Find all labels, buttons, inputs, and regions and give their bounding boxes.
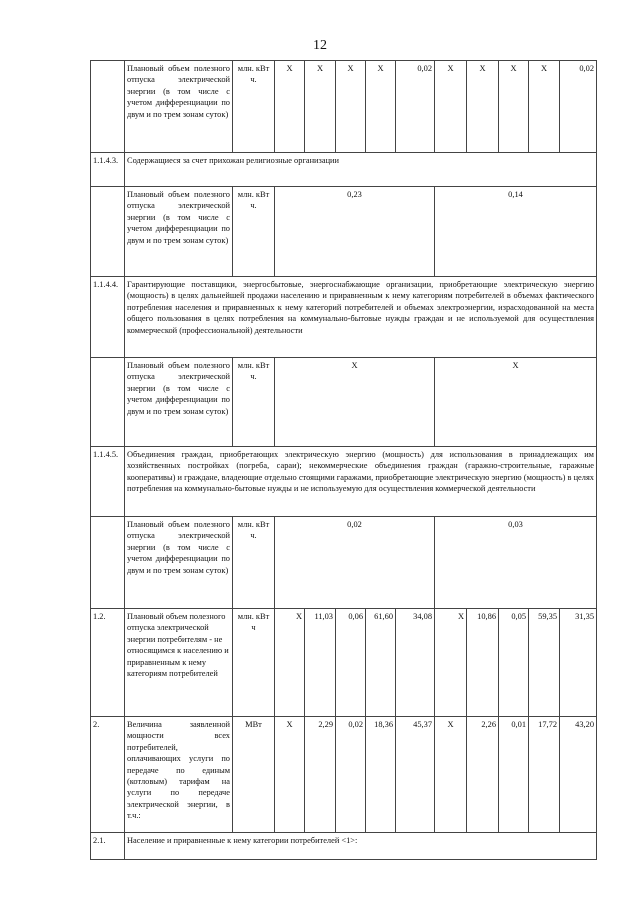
value-cell: X xyxy=(275,609,305,717)
row-number xyxy=(91,187,125,277)
row-number: 2.1. xyxy=(91,833,125,860)
half-year-1-value: 0,02 xyxy=(275,517,435,609)
half-year-2-value: X xyxy=(435,358,597,447)
section-title: Гарантирующие поставщики, энергосбытовые, энергоснабжающие организации, приобретающие электрическую энергию (мощность) в целях дальнейшей продажи населению и приравненным к нему категориям потребителей в объемах фактического потребления населения и приравненных к нему категорий потребителей и объемах электроэнергии, израсходованной на места общего пользования в целях потребления на коммунально-бытовые нужды граждан и не используемой для осуществления коммерческой (профессиональной) деятельности xyxy=(125,277,597,358)
value-cell: 0,02 xyxy=(336,717,366,833)
table-row xyxy=(91,517,597,609)
value-cell: X xyxy=(336,61,366,153)
value-cell: X xyxy=(435,717,467,833)
row-label: Плановый объем полезного отпуска электрической энергии (в том числе с учетом дифференциации по двум и по трем зонам суток) xyxy=(125,358,233,447)
value-cell: 0,01 xyxy=(499,717,529,833)
value-cell: 45,37 xyxy=(396,717,435,833)
unit-cell: млн. кВт ч. xyxy=(233,358,275,447)
row-label: Плановый объем полезного отпуска электрической энергии (в том числе с учетом дифференциации по двум и по трем зонам суток) xyxy=(125,517,233,609)
tariff-table xyxy=(90,60,597,860)
table-row xyxy=(91,61,597,153)
unit-cell: млн. кВт ч. xyxy=(233,517,275,609)
value-cell: X xyxy=(305,61,336,153)
value-cell: 17,72 xyxy=(529,717,560,833)
section-title: Объединения граждан, приобретающих электрическую энергию (мощность) для использования в принадлежащих им хозяйственных постройках (погреба, сараи); некоммерческие объединения граждан (гаражно-строительные, гаражные кооперативы) и граждане, владеющие отдельно стоящими гаражами, приобретающие электрическую энергию (мощность) в целях потребления на коммунально-бытовые нужды и не используемую для осуществления коммерческой деятельности xyxy=(125,447,597,517)
unit-cell: млн. кВт ч. xyxy=(233,187,275,277)
value-cell: 0,02 xyxy=(560,61,597,153)
table-row xyxy=(91,609,597,717)
value-cell: 59,35 xyxy=(529,609,560,717)
value-cell: X xyxy=(467,61,499,153)
half-year-1-value: X xyxy=(275,358,435,447)
table-row xyxy=(91,187,597,277)
value-cell: 2,26 xyxy=(467,717,499,833)
row-label: Плановый объем полезного отпуска электрической энергии (в том числе с учетом дифференциации по двум и по трем зонам суток) xyxy=(125,61,233,153)
row-number: 1.1.4.3. xyxy=(91,153,125,187)
row-number xyxy=(91,61,125,153)
table-row xyxy=(91,358,597,447)
half-year-2-value: 0,14 xyxy=(435,187,597,277)
value-cell: 10,86 xyxy=(467,609,499,717)
value-cell: X xyxy=(366,61,396,153)
row-label: Величина заявленной мощности всех потребителей, оплачивающих услуги по передаче по единым (котловым) тарифам на услуги по передаче электрической энергии, в т.ч.: xyxy=(125,717,233,833)
row-label: Плановый объем полезного отпуска электрической энергии потребителям - не относящимся к населению и приравненным к нему категориям потребителей xyxy=(125,609,233,717)
table-row xyxy=(91,833,597,860)
row-number: 1.2. xyxy=(91,609,125,717)
row-number xyxy=(91,517,125,609)
half-year-1-value: 0,23 xyxy=(275,187,435,277)
value-cell: 0,05 xyxy=(499,609,529,717)
value-cell: X xyxy=(529,61,560,153)
unit-cell: млн. кВт ч. xyxy=(233,61,275,153)
section-title: Население и приравненные к нему категории потребителей <1>: xyxy=(125,833,597,860)
table-row xyxy=(91,277,597,358)
value-cell: 34,08 xyxy=(396,609,435,717)
value-cell: 43,20 xyxy=(560,717,597,833)
value-cell: 2,29 xyxy=(305,717,336,833)
table-row xyxy=(91,447,597,517)
unit-cell: МВт xyxy=(233,717,275,833)
value-cell: X xyxy=(499,61,529,153)
half-year-2-value: 0,03 xyxy=(435,517,597,609)
value-cell: 0,02 xyxy=(396,61,435,153)
table-row xyxy=(91,717,597,833)
section-title: Содержащиеся за счет прихожан религиозные организации xyxy=(125,153,597,187)
value-cell: X xyxy=(275,61,305,153)
row-label: Плановый объем полезного отпуска электрической энергии (в том числе с учетом дифференциации по двум и по трем зонам суток) xyxy=(125,187,233,277)
value-cell: 31,35 xyxy=(560,609,597,717)
value-cell: 61,60 xyxy=(366,609,396,717)
row-number: 2. xyxy=(91,717,125,833)
page-number: 12 xyxy=(313,38,327,53)
value-cell: 18,36 xyxy=(366,717,396,833)
value-cell: X xyxy=(275,717,305,833)
row-number: 1.1.4.5. xyxy=(91,447,125,517)
value-cell: X xyxy=(435,609,467,717)
row-number xyxy=(91,358,125,447)
value-cell: 0,06 xyxy=(336,609,366,717)
row-number: 1.1.4.4. xyxy=(91,277,125,358)
table-row xyxy=(91,153,597,187)
value-cell: X xyxy=(435,61,467,153)
value-cell: 11,03 xyxy=(305,609,336,717)
unit-cell: млн. кВт ч xyxy=(233,609,275,717)
